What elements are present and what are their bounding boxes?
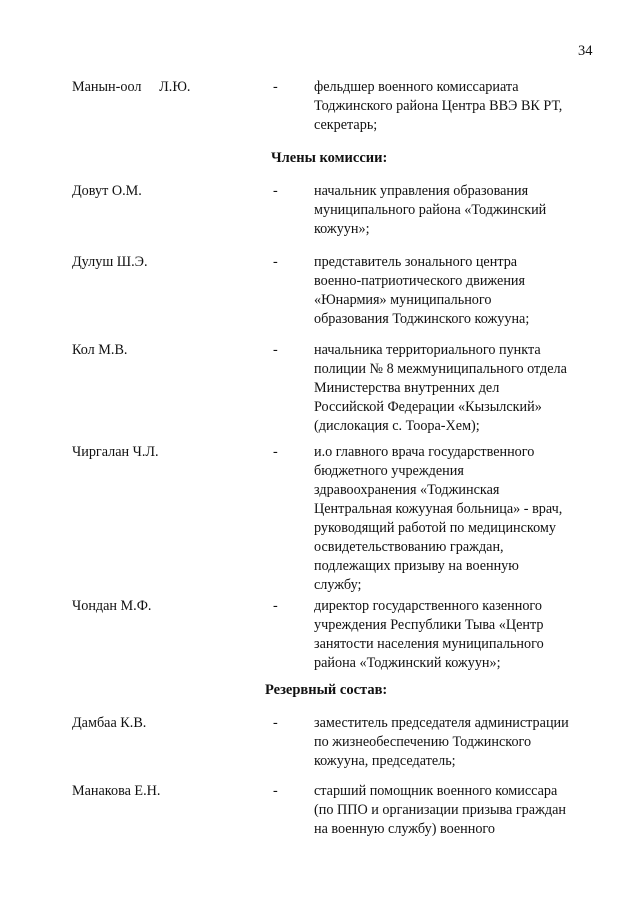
person-name: Кол М.В. — [72, 342, 128, 358]
person-name: Манакова Е.Н. — [72, 783, 161, 799]
role-description — [314, 597, 604, 673]
role-line: подлежащих призыву на военную — [314, 558, 519, 574]
person-name: Дулуш Ш.Э. — [72, 254, 148, 270]
role-line: руководящий работой по медицинскому — [314, 520, 556, 536]
reserve-heading: Резервный состав: — [265, 682, 388, 698]
dash-separator: - — [273, 783, 278, 799]
role-line: старший помощник военного комиссара — [314, 783, 558, 799]
person-name: Чиргалан Ч.Л. — [72, 444, 159, 460]
person-name: Дамбаа К.В. — [72, 715, 147, 731]
dash-separator: - — [273, 598, 278, 614]
role-line: военно-патриотического движения — [314, 273, 526, 289]
role-line: службу; — [314, 577, 362, 593]
role-line: на военную службу) военного — [314, 821, 495, 837]
role-line: Тоджинского района Центра ВВЭ ВК РТ, — [314, 98, 563, 114]
role-description — [314, 782, 604, 839]
role-description — [314, 714, 604, 771]
role-line: образования Тоджинского кожууна; — [314, 311, 530, 327]
role-line: представитель зонального центра — [314, 254, 518, 270]
role-line: освидетельствованию граждан, — [314, 539, 504, 555]
role-description — [314, 341, 604, 436]
role-line: начальника территориального пункта — [314, 342, 541, 358]
role-line: заместитель председателя администрации — [314, 715, 569, 731]
role-line: Центральная кожууная больница» - врач, — [314, 501, 563, 517]
role-description — [314, 443, 604, 595]
role-line: (по ППО и организации призыва граждан — [314, 802, 566, 818]
role-line: фельдшер военного комиссариата — [314, 79, 519, 95]
person-name: Чондан М.Ф. — [72, 598, 152, 614]
dash-separator: - — [273, 183, 278, 199]
role-line: секретарь; — [314, 117, 378, 133]
role-line: здравоохранения «Тоджинская — [314, 482, 500, 498]
role-line: по жизнеобеспечению Тоджинского — [314, 734, 532, 750]
role-line: кожууна, председатель; — [314, 753, 456, 769]
role-line: директор государственного казенного — [314, 598, 542, 614]
dash-separator: - — [273, 342, 278, 358]
role-description — [314, 253, 604, 329]
person-name: Довут О.М. — [72, 183, 142, 199]
dash-separator: - — [273, 79, 278, 95]
role-description — [314, 182, 604, 239]
members-heading: Члены комиссии: — [271, 150, 388, 166]
role-line: муниципального района «Тоджинский — [314, 202, 547, 218]
dash-separator: - — [273, 715, 278, 731]
role-line: начальник управления образования — [314, 183, 529, 199]
role-line: учреждения Республики Тыва «Центр — [314, 617, 544, 633]
role-line: бюджетного учреждения — [314, 463, 464, 479]
dash-separator: - — [273, 444, 278, 460]
role-line: «Юнармия» муниципального — [314, 292, 492, 308]
role-line: района «Тоджинский кожуун»; — [314, 655, 501, 671]
role-line: занятости населения муниципального — [314, 636, 544, 652]
role-line: кожуун»; — [314, 221, 370, 237]
role-line: и.о главного врача государственного — [314, 444, 535, 460]
role-description — [314, 78, 604, 135]
role-line: Российской Федерации «Кызылский» — [314, 399, 542, 415]
role-line: (дислокация с. Тоора-Хем); — [314, 418, 480, 434]
dash-separator: - — [273, 254, 278, 270]
person-name: Манын-оол Л.Ю. — [72, 79, 191, 95]
page-number: 34 — [578, 43, 593, 59]
role-line: Министерства внутренних дел — [314, 380, 500, 396]
role-line: полиции № 8 межмуниципального отдела — [314, 361, 567, 377]
